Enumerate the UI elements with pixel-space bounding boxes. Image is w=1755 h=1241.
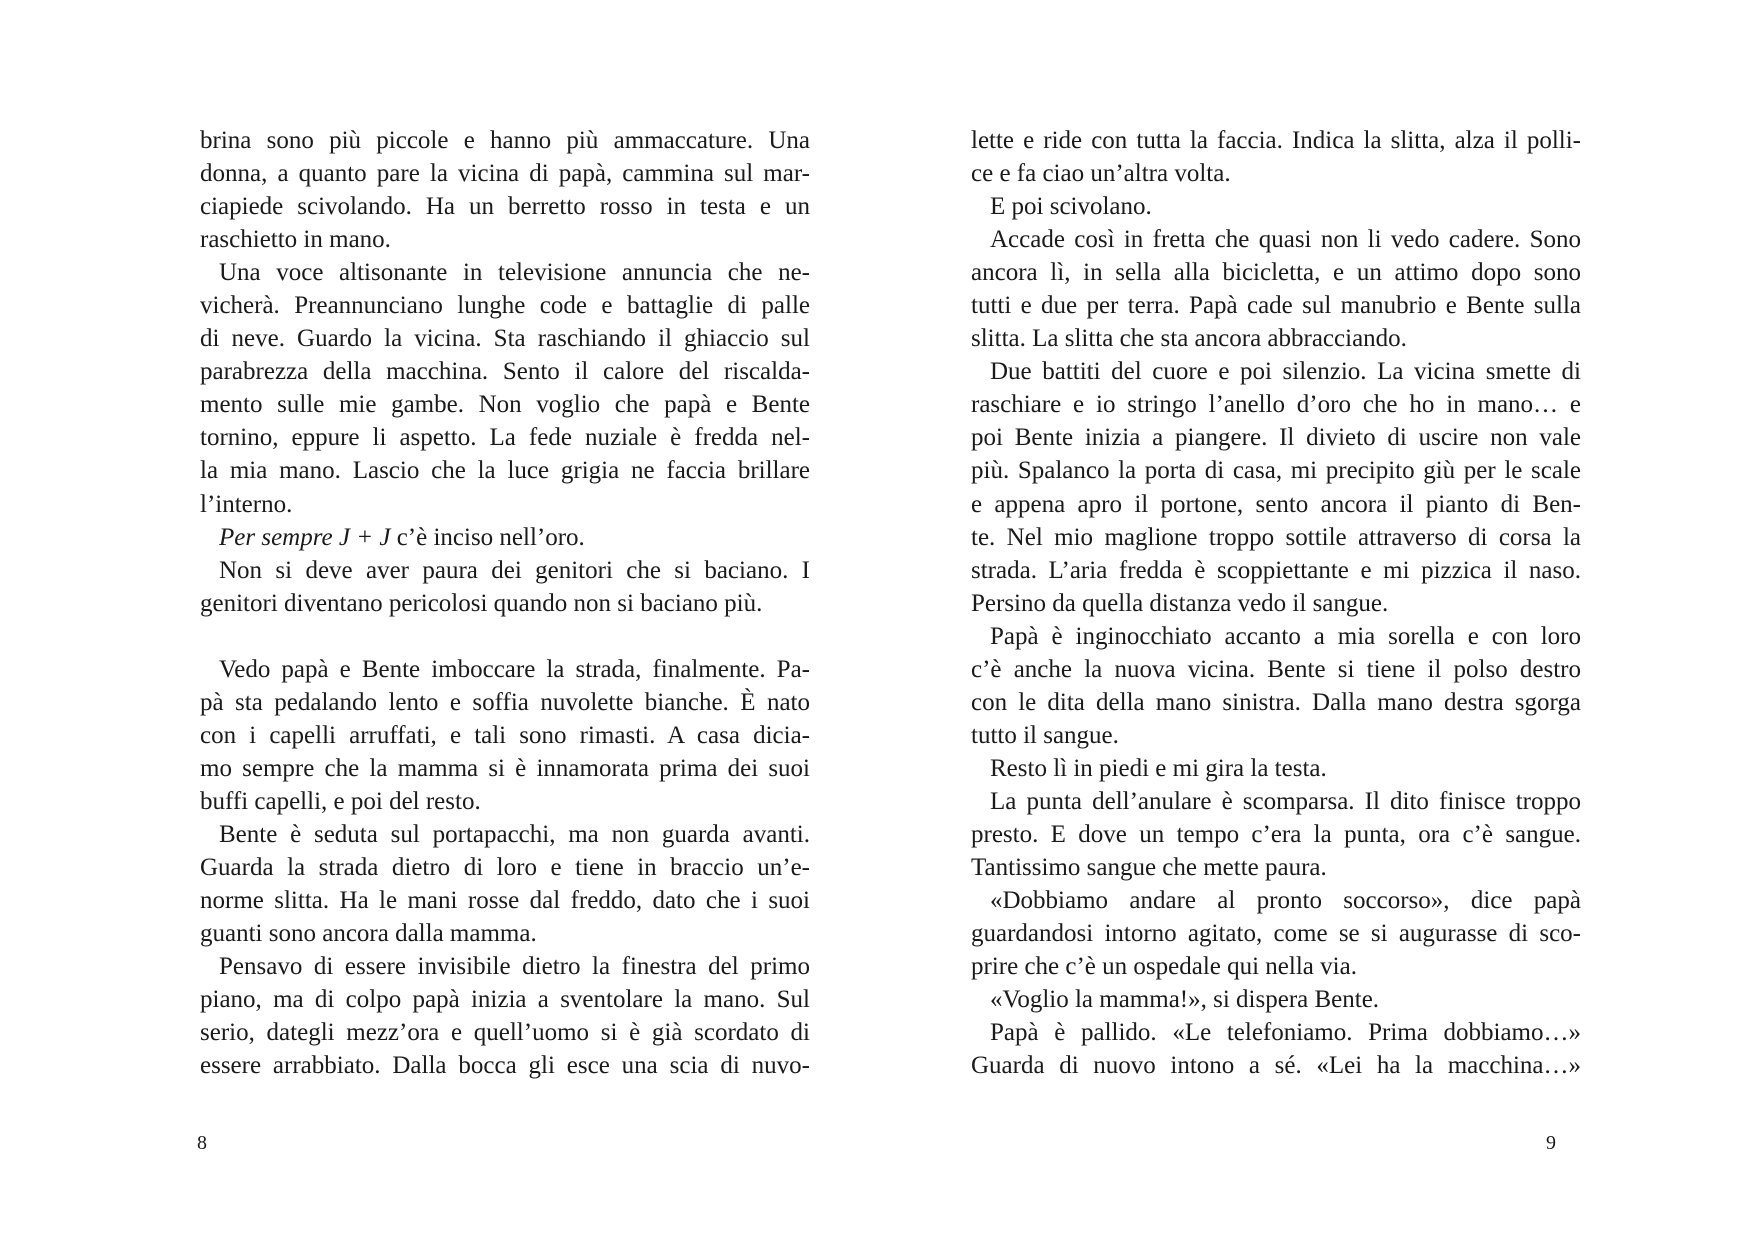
text-line: serio, dategli mezz’ora e quell’uomo si è già scordato di xyxy=(200,1019,810,1047)
left-page xyxy=(200,124,810,1082)
text-line: Accade così in fretta che quasi non li vedo cadere. Sono xyxy=(990,226,1581,254)
text-line: Pensavo di essere invisibile dietro la finestra del primo xyxy=(219,953,810,981)
text-line: Resto lì in piedi e mi gira la testa. xyxy=(990,754,1327,782)
text-line: la mia mano. Lascio che la luce grigia ne faccia brillare xyxy=(200,457,810,485)
text-line: te. Nel mio maglione troppo sottile attraverso di corsa la xyxy=(971,523,1581,551)
text-line: Persino da quella distanza vedo il sangue. xyxy=(971,589,1389,617)
text-line: Guarda la strada dietro di loro e tiene in braccio un’e- xyxy=(200,854,810,882)
text-line: brina sono più piccole e hanno più ammaccature. Una xyxy=(200,127,810,154)
text-line: slitta. La slitta che sta ancora abbracciando. xyxy=(971,325,1407,353)
text-line: raschietto in mano. xyxy=(200,226,391,254)
text-line: Non si deve aver paura dei genitori che si baciano. I xyxy=(219,556,810,584)
inscription-rest: c’è inciso nell’oro. xyxy=(390,523,585,551)
page-number-left: 8 xyxy=(197,1132,207,1154)
page-number-right: 9 xyxy=(1546,1132,1556,1154)
text-line: Papà è inginocchiato accanto a mia sorella e con loro xyxy=(990,622,1581,650)
text-line: più. Spalanco la porta di casa, mi precipito giù per le scale xyxy=(971,457,1581,485)
text-line: prire che c’è un ospedale qui nella via. xyxy=(971,953,1357,981)
inscription-line xyxy=(200,521,810,554)
text-line: l’interno. xyxy=(200,490,293,518)
text-line: Due battiti del cuore e poi silenzio. La vicina smette di xyxy=(990,358,1581,386)
text-line: con i capelli arruffati, e tali sono rimasti. A casa dicia- xyxy=(200,721,810,749)
text-line: Guarda di nuovo intono a sé. «Lei ha la macchina…» xyxy=(971,1052,1581,1080)
text-line: Una voce altisonante in televisione annuncia che ne- xyxy=(219,259,810,287)
right-page xyxy=(971,124,1581,1082)
text-line: Tantissimo sangue che mette paura. xyxy=(971,854,1327,882)
text-line: c’è anche la nuova vicina. Bente si tiene il polso destro xyxy=(971,655,1581,683)
text-line: tornino, eppure li aspetto. La fede nuziale è fredda nel- xyxy=(200,424,810,452)
text-line: Vedo papà e Bente imboccare la strada, finalmente. Pa- xyxy=(219,655,810,683)
text-line: essere arrabbiato. Dalla bocca gli esce una scia di nuvo- xyxy=(200,1052,810,1080)
text-line: tutti e due per terra. Papà cade sul manubrio e Bente sulla xyxy=(971,292,1581,320)
text-line: con le dita della mano sinistra. Dalla mano destra sgorga xyxy=(971,688,1581,716)
text-line: mento sulle mie gambe. Non voglio che papà e Bente xyxy=(200,391,810,419)
text-line: poi Bente inizia a piangere. Il divieto di uscire non vale xyxy=(971,424,1581,452)
text-line: parabrezza della macchina. Sento il calore del riscalda- xyxy=(200,358,810,386)
text-line: E poi scivolano. xyxy=(990,193,1152,221)
text-line: «Dobbiamo andare al pronto soccorso», dice papà xyxy=(990,887,1581,915)
text-line: norme slitta. Ha le mani rosse dal freddo, dato che i suoi xyxy=(200,887,810,915)
text-line: lette e ride con tutta la faccia. Indica la slitta, alza il polli- xyxy=(971,127,1581,154)
text-line: buffi capelli, e poi del resto. xyxy=(200,787,481,815)
text-line: guanti sono ancora dalla mamma. xyxy=(200,920,537,948)
text-line: ciapiede scivolando. Ha un berretto rosso in testa e un xyxy=(200,193,810,221)
text-line: Papà è pallido. «Le telefoniamo. Prima dobbiamo…» xyxy=(990,1019,1581,1047)
text-line: presto. E dove un tempo c’era la punta, ora c’è sangue. xyxy=(971,820,1581,848)
text-line: di neve. Guardo la vicina. Sta raschiando il ghiaccio sul xyxy=(200,325,810,353)
text-line: raschiare e io stringo l’anello d’oro che ho in mano… e xyxy=(971,391,1581,419)
text-line: donna, a quanto pare la vicina di papà, cammina sul mar- xyxy=(200,160,810,188)
text-line: ce e fa ciao un’altra volta. xyxy=(971,160,1231,188)
inscription-italic: Per sempre J + J xyxy=(219,523,391,551)
text-line: piano, ma di colpo papà inizia a sventolare la mano. Sul xyxy=(200,986,810,1014)
text-line: mo sempre che la mamma si è innamorata prima dei suoi xyxy=(200,754,810,782)
text-line: pà sta pedalando lento e soffia nuvolette bianche. È nato xyxy=(200,688,810,716)
text-line: vicherà. Preannunciano lunghe code e battaglie di palle xyxy=(200,292,810,320)
text-line: strada. L’aria fredda è scoppiettante e mi pizzica il naso. xyxy=(971,556,1581,584)
text-line: Bente è seduta sul portapacchi, ma non guarda avanti. xyxy=(219,820,810,848)
text-line: guardandosi intorno agitato, come se si augurasse di sco- xyxy=(971,920,1581,948)
text-line: ancora lì, in sella alla bicicletta, e un attimo dopo sono xyxy=(971,259,1581,287)
text-line: «Voglio la mamma!», si dispera Bente. xyxy=(990,986,1380,1014)
text-line: tutto il sangue. xyxy=(971,721,1119,749)
text-line: La punta dell’anulare è scomparsa. Il dito finisce troppo xyxy=(990,787,1581,815)
section-break xyxy=(200,620,810,653)
text-line: genitori diventano pericolosi quando non si baciano più. xyxy=(200,589,763,617)
text-line: e appena apro il portone, sento ancora il pianto di Ben- xyxy=(971,490,1581,518)
